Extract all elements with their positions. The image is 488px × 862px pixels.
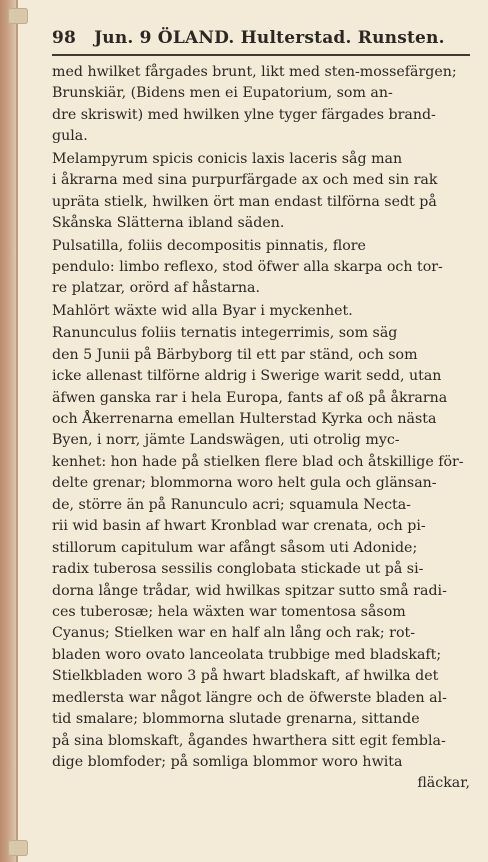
- text-line: Brunskiär, (Bidens men ei Eupatorium, som an-: [52, 85, 393, 102]
- text-line: re platzar, orörd af håstarna.: [52, 280, 261, 297]
- text-line: rii wid basin af hwart Kronblad war crenata, och pi-: [52, 518, 426, 535]
- text-line: gula.: [52, 128, 88, 145]
- page-tab-bottom: [8, 840, 28, 856]
- text-line: på sina blomskaft, ågandes hwarthera sitt egit fembla-: [52, 732, 446, 749]
- text-line: i åkrarna med sina purpurfärgade ax och med sin rak: [52, 172, 438, 189]
- page-text-block: [52, 28, 474, 795]
- text-line: stillorum capitulum war afångt såsom uti Adonide;: [52, 539, 418, 556]
- text-line: Melampyrum spicis conicis laxis laceris såg man: [52, 150, 403, 167]
- text-line: Skånska Slätterna ibland säden.: [52, 215, 285, 232]
- text-line: Cyanus; Stielken war en half aln lång och rak; rot-: [52, 625, 415, 642]
- text-line: de, större än på Ranunculo acri; squamula Necta-: [52, 496, 411, 513]
- text-line: medlersta war något längre och de öfwerste bladen al-: [52, 689, 447, 706]
- text-line: kenhet: hon hade på stielken flere blad och åtskillige för-: [52, 453, 464, 470]
- body-text: [52, 62, 474, 795]
- text-line: Stielkbladen woro 3 på hwart bladskaft, af hwilka det: [52, 668, 439, 685]
- text-line: upräta stielk, hwilken ört man endast tilförna sedt på: [52, 193, 437, 210]
- text-line: ces tuberosæ; hela wäxten war tomentosa såsom: [52, 603, 406, 620]
- text-line: pendulo: limbo reflexo, stod öfwer alla skarpa och tor-: [52, 258, 443, 275]
- text-line: dige blomfoder; på somliga blommor woro hwita: [52, 754, 403, 770]
- page-tab-top: [8, 8, 28, 24]
- text-line: dorna långe trådar, wid hwilkas spitzar sutto små radi-: [52, 582, 447, 599]
- running-head-title: Jun. 9 ÖLAND. Hulterstad. Runsten.: [94, 28, 445, 48]
- text-line: delte grenar; blommorna woro helt gula och glänsan-: [52, 475, 437, 492]
- text-line: Byen, i norr, jämte Landswägen, uti otrolig myc-: [52, 432, 400, 449]
- text-line: med hwilket fårgades brunt, likt med sten-mossefärgen;: [52, 64, 457, 80]
- running-header: [52, 28, 474, 48]
- text-line: och Åkerrenarna emellan Hulterstad Kyrka och nästa: [52, 411, 437, 427]
- text-line: bladen woro ovato lanceolata trubbige med bladskaft;: [52, 646, 442, 663]
- text-line: fläckar,: [417, 775, 470, 792]
- text-line: tid smalare; blommorna slutade grenarna, sittande: [52, 711, 420, 728]
- text-line: Mahlört wäxte wid alla Byar i myckenhet.: [52, 302, 353, 319]
- text-line: radix tuberosa sessilis conglobata stickade ut på si-: [52, 561, 424, 578]
- page-number: 98: [52, 28, 77, 48]
- text-line: Pulsatilla, foliis decompositis pinnatis, flore: [52, 237, 366, 254]
- text-line: äfwen ganska rar i hela Europa, fants af oß på åkrarna: [52, 389, 448, 406]
- text-line: icke allenast tilförne aldrig i Swerige warit sedd, utan: [52, 368, 442, 385]
- page-binding-edge: [0, 0, 18, 862]
- text-line: Ranunculus foliis ternatis integerrimis, som säg: [52, 325, 398, 342]
- text-line: dre skriswit) med hwilken ylne tyger färgades brand-: [52, 106, 436, 123]
- header-rule: [52, 54, 470, 56]
- text-line: den 5 Junii på Bärbyborg til ett par ständ, och som: [52, 346, 418, 363]
